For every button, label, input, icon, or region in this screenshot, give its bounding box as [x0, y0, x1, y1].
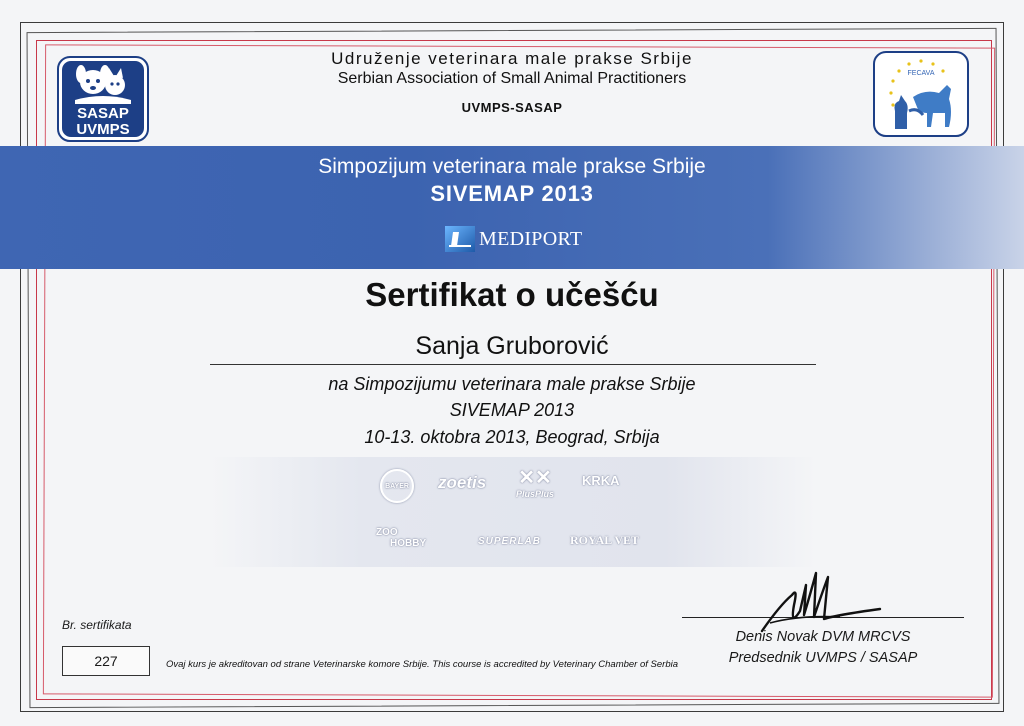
association-name-english: Serbian Association of Small Animal Practitioners: [337, 70, 687, 87]
signatory-title: Predsednik UVMPS / SASAP: [728, 650, 918, 666]
bayer-logo: [380, 469, 414, 503]
plusplus-logo: [510, 467, 560, 507]
association-name-serbian: Udruženje veterinara male prakse Srbije: [331, 49, 693, 68]
plusplus-icon: ✕✕: [518, 467, 552, 489]
participation-line-1: na Simpozijumu veterinara male prakse Srbije: [328, 374, 696, 394]
krka-logo: KRKA: [582, 473, 620, 488]
certificate-number: 227: [94, 653, 118, 669]
event-title: Simpozijum veterinara male prakse Srbije: [318, 155, 706, 178]
sponsors-strip: [210, 457, 816, 567]
zoo-label: ZOO: [376, 527, 398, 538]
accreditation-note: Ovaj kurs je akreditovan od strane Veterinarske komore Srbije. This course is accredited by Veterinary Chamber of Serbia: [166, 659, 678, 670]
name-underline: [210, 364, 816, 365]
participation-date-location: 10-13. oktobra 2013, Beograd, Srbija: [364, 427, 660, 447]
hobby-label: HOBBY: [390, 538, 427, 549]
mediport-icon: [445, 226, 475, 252]
zoetis-logo: zoetis: [438, 473, 487, 492]
logo-sasap-text: SASAP: [77, 105, 129, 122]
zoo-hobby-logo: [376, 527, 426, 549]
association-abbreviation: UVMPS-SASAP: [461, 100, 563, 115]
plusplus-label: PlusPlus: [515, 489, 554, 499]
mediport-label: MEDIPORT: [479, 227, 583, 250]
certificate-title: Sertifikat o učešću: [365, 276, 659, 313]
certificate-number-label: Br. sertifikata: [62, 618, 132, 632]
fecava-logo: [873, 51, 969, 137]
recipient-name: Sanja Gruborović: [415, 332, 609, 360]
royalvet-logo: ROYAL VET: [570, 533, 640, 547]
participation-line-2: SIVEMAP 2013: [449, 400, 575, 420]
mediport-logo: [445, 225, 582, 253]
logo-uvmps-text: UVMPS: [76, 121, 130, 138]
bayer-label: BAYER: [385, 482, 409, 490]
event-name: SIVEMAP 2013: [430, 181, 594, 206]
fecava-text: FECAVA: [907, 70, 935, 77]
superlab-logo: SUPERLAB: [478, 536, 542, 547]
certificate-number-box: [62, 646, 150, 676]
signatory-name: Denis Novak DVM MRCVS: [735, 629, 911, 645]
